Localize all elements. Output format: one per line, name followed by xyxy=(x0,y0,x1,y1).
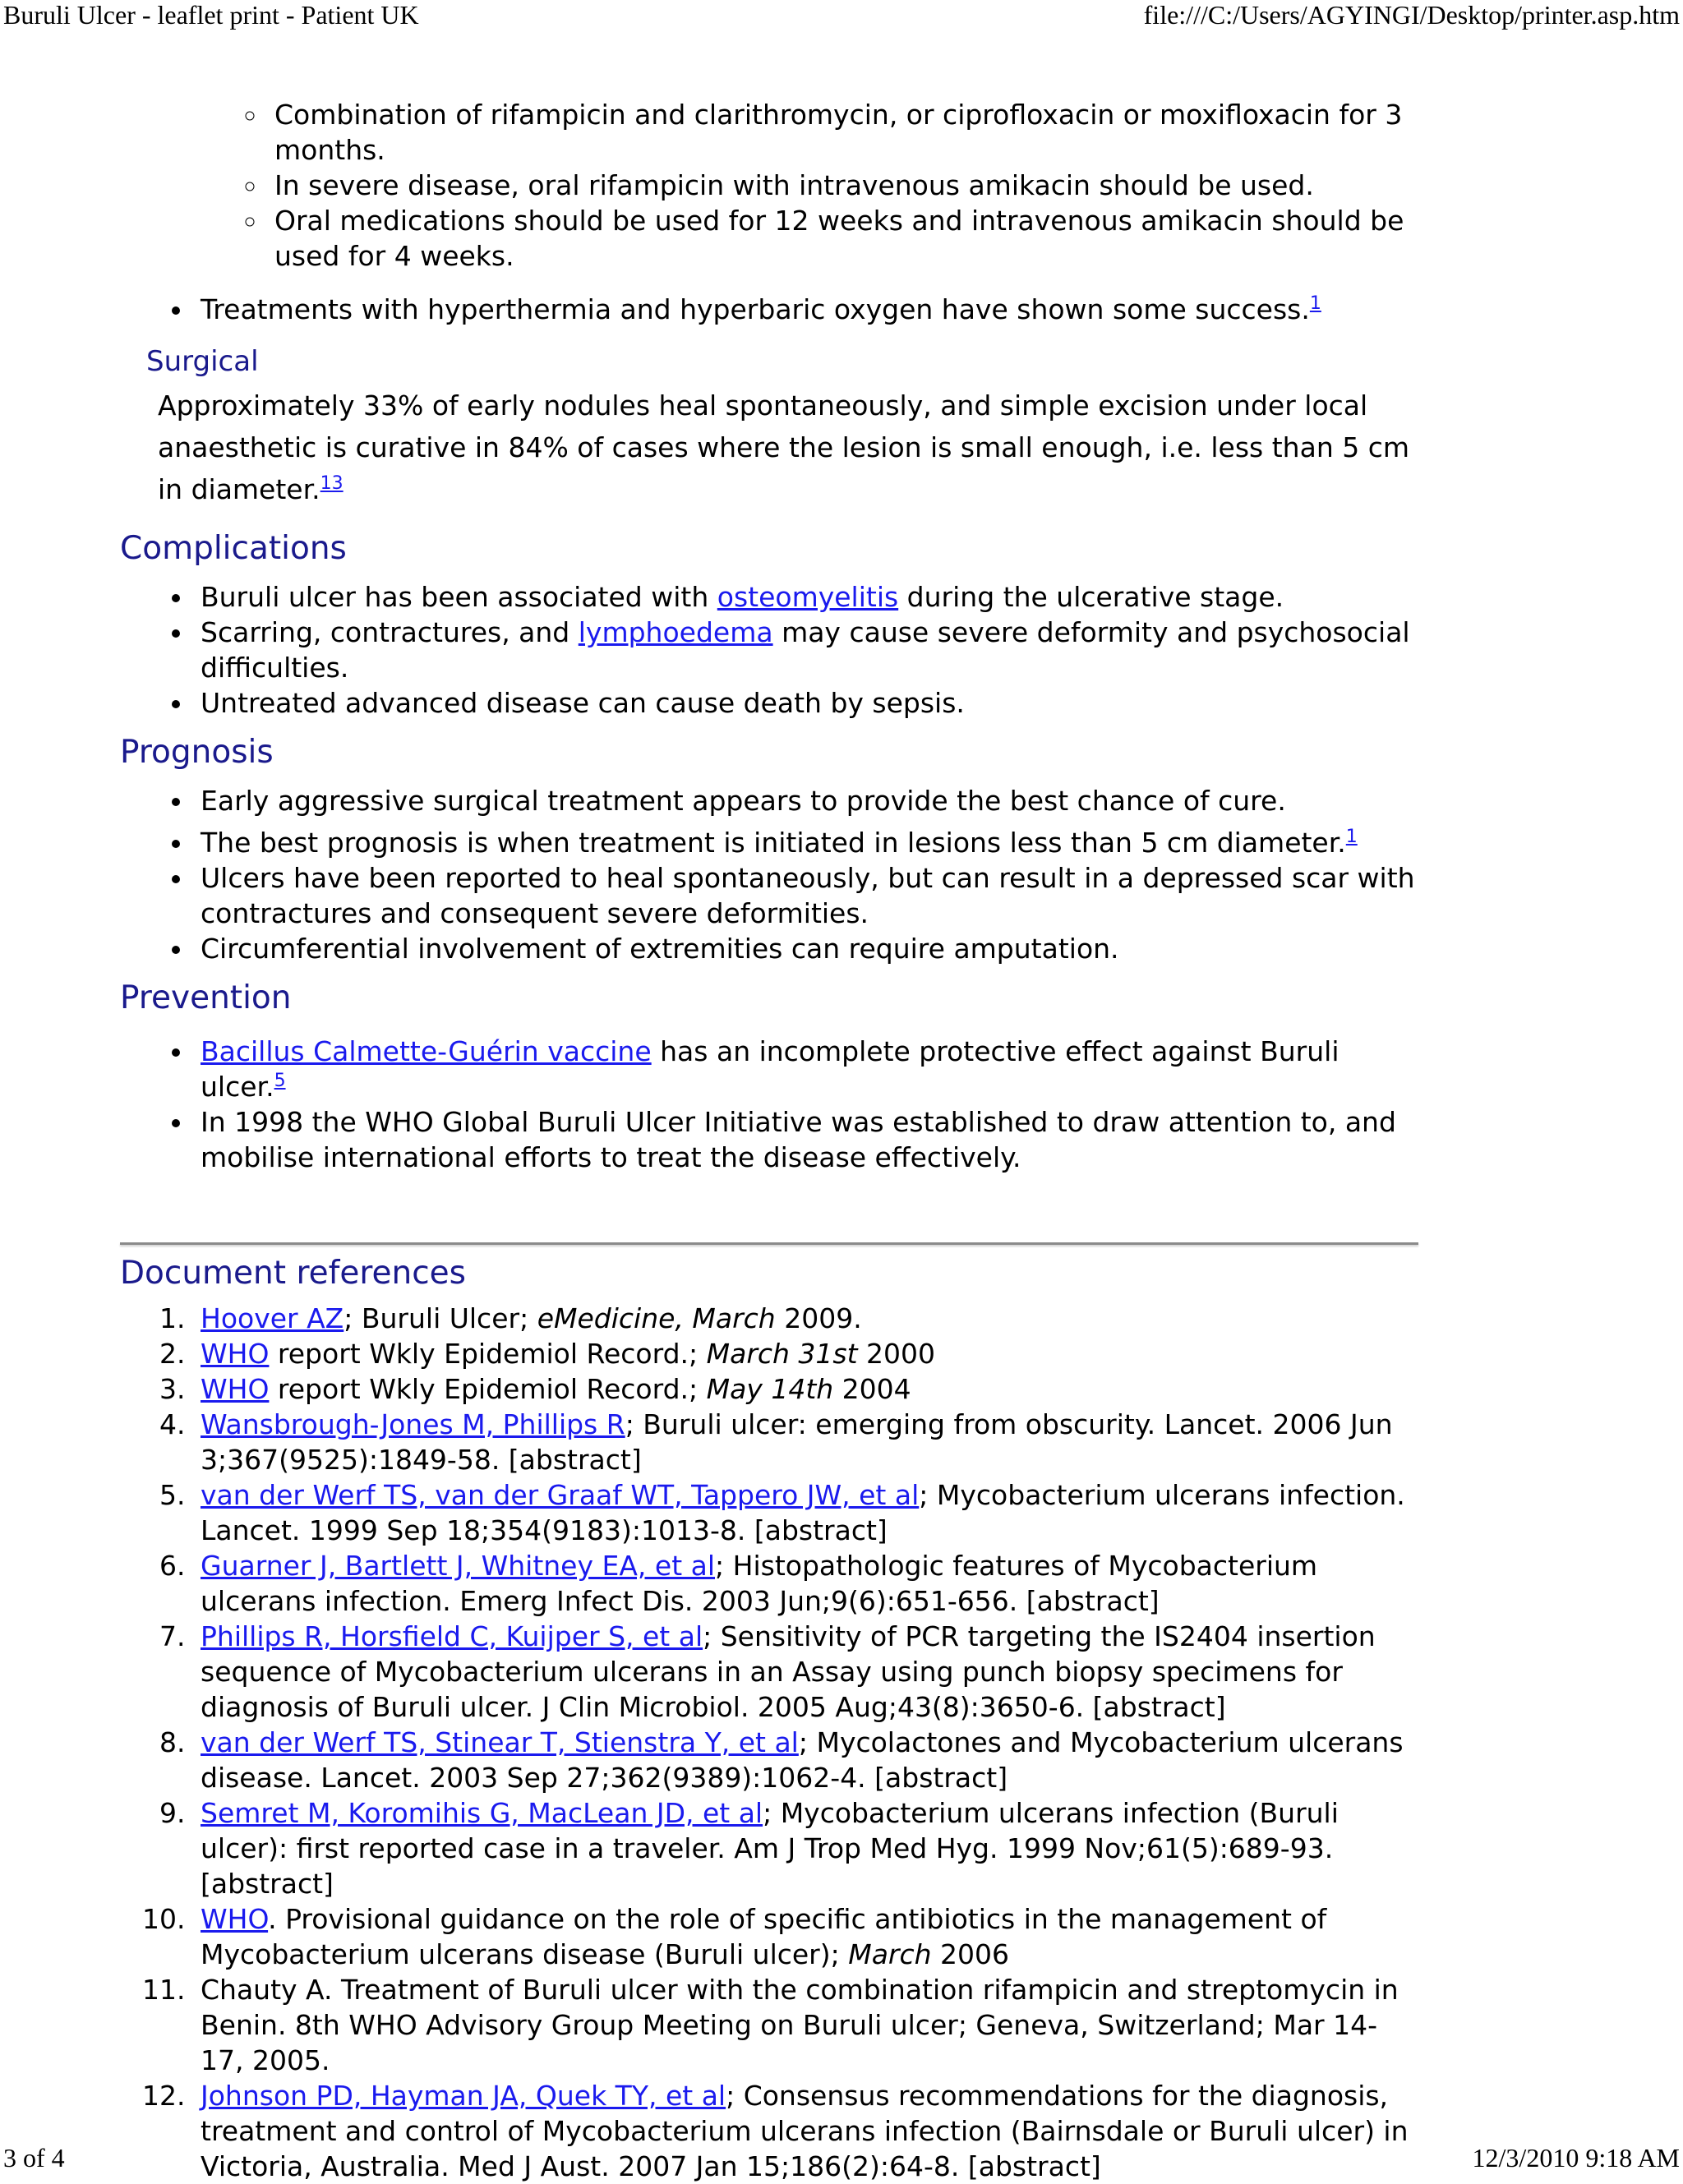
reference-text: ; Buruli Ulcer; xyxy=(344,1302,537,1334)
reference-author-link[interactable]: WHO xyxy=(201,1903,269,1935)
lymphoedema-link[interactable]: lymphoedema xyxy=(578,616,773,648)
osteomyelitis-link[interactable]: osteomyelitis xyxy=(717,581,899,613)
list-item: • Circumferential involvement of extremities can require amputation. xyxy=(194,931,1418,966)
list-item: • Early aggressive surgical treatment appears to provide the best chance of cure. xyxy=(194,783,1418,818)
list-item-text: Scarring, contractures, and xyxy=(201,616,579,648)
print-datetime: 12/3/2010 9:18 AM xyxy=(1472,2143,1680,2172)
section-divider xyxy=(120,1242,1418,1245)
reference-text: report Wkly Epidemiol Record.; xyxy=(269,1338,707,1370)
reference-author-link[interactable]: Wansbrough-Jones M, Phillips R xyxy=(201,1408,625,1440)
references-list xyxy=(194,1301,1418,2184)
reference-item xyxy=(194,1477,1418,1548)
reference-text: 2006 xyxy=(931,1938,1010,1970)
list-item xyxy=(194,292,1418,327)
list-item-text: Buruli ulcer has been associated with xyxy=(201,581,717,613)
reference-author-link[interactable]: van der Werf TS, Stinear T, Stienstra Y, et al xyxy=(201,1726,799,1758)
list-item-text: during the ulcerative stage. xyxy=(898,581,1284,613)
reference-item xyxy=(194,1619,1418,1725)
reference-author-link[interactable]: Guarner J, Bartlett J, Whitney EA, et al xyxy=(201,1550,716,1582)
reference-source: eMedicine, March xyxy=(537,1302,776,1334)
reference-text: ; Mycobacterium ulcerans infection. Lancet. 1999 Sep 18;354(9183):1013-8. [abstract] xyxy=(201,1479,1405,1546)
list-item: • In 1998 the WHO Global Buruli Ulcer Initiative was established to draw attention to, and mobilise international efforts to treat the disease effectively. xyxy=(194,1104,1418,1175)
page-title: Buruli Ulcer - leaflet print - Patient UK xyxy=(3,0,419,30)
bcg-vaccine-link[interactable]: Bacillus Calmette-Guérin vaccine xyxy=(201,1035,652,1067)
reference-author-link[interactable]: WHO xyxy=(201,1373,270,1405)
list-item xyxy=(194,615,1418,685)
section-heading-prognosis: Prognosis xyxy=(120,734,274,771)
reference-item xyxy=(194,1901,1418,1972)
document-body xyxy=(120,97,1418,2184)
reference-author-link[interactable]: Hoover AZ xyxy=(201,1302,344,1334)
reference-item xyxy=(194,1972,1418,2078)
reference-item xyxy=(194,1548,1418,1619)
reference-link[interactable]: 13 xyxy=(320,473,344,494)
list-item: ◦ Oral medications should be used for 12 weeks and intravenous amikacin should be used for 4 weeks. xyxy=(268,203,1418,274)
surgical-paragraph xyxy=(158,385,1418,510)
reference-author-link[interactable]: Johnson PD, Hayman JA, Quek TY, et al xyxy=(201,2080,726,2112)
reference-author-link[interactable]: Semret M, Koromihis G, MacLean JD, et al xyxy=(201,1797,763,1829)
print-footer xyxy=(0,2143,1683,2176)
treatment-list xyxy=(194,292,1418,327)
subsection-heading-surgical: Surgical xyxy=(146,345,259,378)
reference-text: ; Mycobacterium ulcerans infection (Buruli ulcer): first reported case in a traveler. Am J Trop Med Hyg. 1999 Nov;61(5):689-93. [abstract] xyxy=(201,1797,1339,1900)
list-item-text: The best prognosis is when treatment is initiated in lesions less than 5 cm diameter. xyxy=(201,827,1346,859)
complications-list xyxy=(194,579,1418,721)
reference-source: May 14th xyxy=(706,1373,834,1405)
print-header xyxy=(0,0,1683,33)
reference-text: ; Consensus recommendations for the diagnosis, treatment and control of Mycobacterium ulcerans infection (Bairnsdale or Buruli ulcer) in Victoria, Australia. Med J Aust. 2007 Jan 15;186(2):64-8. [abstract] xyxy=(201,2080,1409,2182)
reference-text: 2004 xyxy=(833,1373,911,1405)
page-number: 3 of 4 xyxy=(3,2143,65,2172)
reference-link[interactable]: 5 xyxy=(274,1071,286,1091)
list-item-text: may cause severe deformity and psychosocial difficulties. xyxy=(201,616,1410,684)
reference-text: Chauty A. Treatment of Buruli ulcer with the combination rifampicin and streptomycin in Benin. 8th WHO Advisory Group Meeting on Buruli ulcer; Geneva, Switzerland; Mar 14-17, 2005. xyxy=(201,1974,1399,2076)
list-item xyxy=(194,1034,1418,1104)
reference-text: ; Buruli ulcer: emerging from obscurity. Lancet. 2006 Jun 3;367(9525):1849-58. [abstract] xyxy=(201,1408,1393,1476)
reference-text: report Wkly Epidemiol Record.; xyxy=(269,1373,707,1405)
list-item: ◦ In severe disease, oral rifampicin with intravenous amikacin should be used. xyxy=(268,168,1418,203)
treatment-sublist xyxy=(268,97,1418,274)
reference-author-link[interactable]: Phillips R, Horsfield C, Kuijper S, et al xyxy=(201,1620,703,1652)
reference-text: ; Mycolactones and Mycobacterium ulcerans disease. Lancet. 2003 Sep 27;362(9389):1062-4. [abstract] xyxy=(201,1726,1404,1794)
reference-author-link[interactable]: WHO xyxy=(201,1338,270,1370)
prognosis-list xyxy=(194,783,1418,966)
reference-link[interactable]: 1 xyxy=(1309,293,1321,314)
section-heading-references: Document references xyxy=(120,1255,466,1292)
section-heading-complications: Complications xyxy=(120,530,347,567)
reference-item xyxy=(194,1407,1418,1477)
reference-text: 2000 xyxy=(857,1338,936,1370)
reference-text: . Provisional guidance on the role of specific antibiotics in the management of Mycobacterium ulcerans disease (Buruli ulcer); xyxy=(201,1903,1327,1970)
page-url: file:///C:/Users/AGYINGI/Desktop/printer.asp.htm xyxy=(1143,0,1680,30)
list-item xyxy=(194,579,1418,615)
reference-link[interactable]: 1 xyxy=(1345,827,1358,847)
reference-author-link[interactable]: van der Werf TS, van der Graaf WT, Tappero JW, et al xyxy=(201,1479,920,1511)
reference-item xyxy=(194,1725,1418,1795)
list-item: ◦ Combination of rifampicin and clarithromycin, or ciprofloxacin or moxifloxacin for 3 months. xyxy=(268,97,1418,168)
list-item xyxy=(194,825,1418,860)
reference-item xyxy=(194,1301,1418,1336)
reference-text: 2009. xyxy=(775,1302,862,1334)
prevention-list xyxy=(194,1034,1418,1175)
list-item-text: has an incomplete protective effect against Buruli ulcer. xyxy=(201,1035,1339,1103)
reference-item xyxy=(194,1336,1418,1371)
reference-text: ; Histopathologic features of Mycobacterium ulcerans infection. Emerg Infect Dis. 2003 Jun;9(6):651-656. [abstract] xyxy=(201,1550,1318,1617)
reference-text: ; Sensitivity of PCR targeting the IS2404 insertion sequence of Mycobacterium ulcerans in an Assay using punch biopsy specimens for diagnosis of Buruli ulcer. J Clin Microbiol. 2005 Aug;43(8):3650-6. [abstract] xyxy=(201,1620,1376,1723)
reference-item xyxy=(194,1795,1418,1901)
reference-item xyxy=(194,1371,1418,1407)
section-heading-prevention: Prevention xyxy=(120,979,292,1016)
reference-source: March xyxy=(848,1938,932,1970)
list-item: • Untreated advanced disease can cause death by sepsis. xyxy=(194,685,1418,721)
list-item: • Ulcers have been reported to heal spontaneously, but can result in a depressed scar with contractures and consequent severe deformities. xyxy=(194,860,1418,931)
reference-source: March 31st xyxy=(706,1338,858,1370)
paragraph-text: Approximately 33% of early nodules heal spontaneously, and simple excision under local anaesthetic is curative in 84% of cases where the lesion is small enough, i.e. less than 5 cm in diameter. xyxy=(158,389,1409,505)
list-item-text: Treatments with hyperthermia and hyperbaric oxygen have shown some success. xyxy=(201,293,1310,325)
